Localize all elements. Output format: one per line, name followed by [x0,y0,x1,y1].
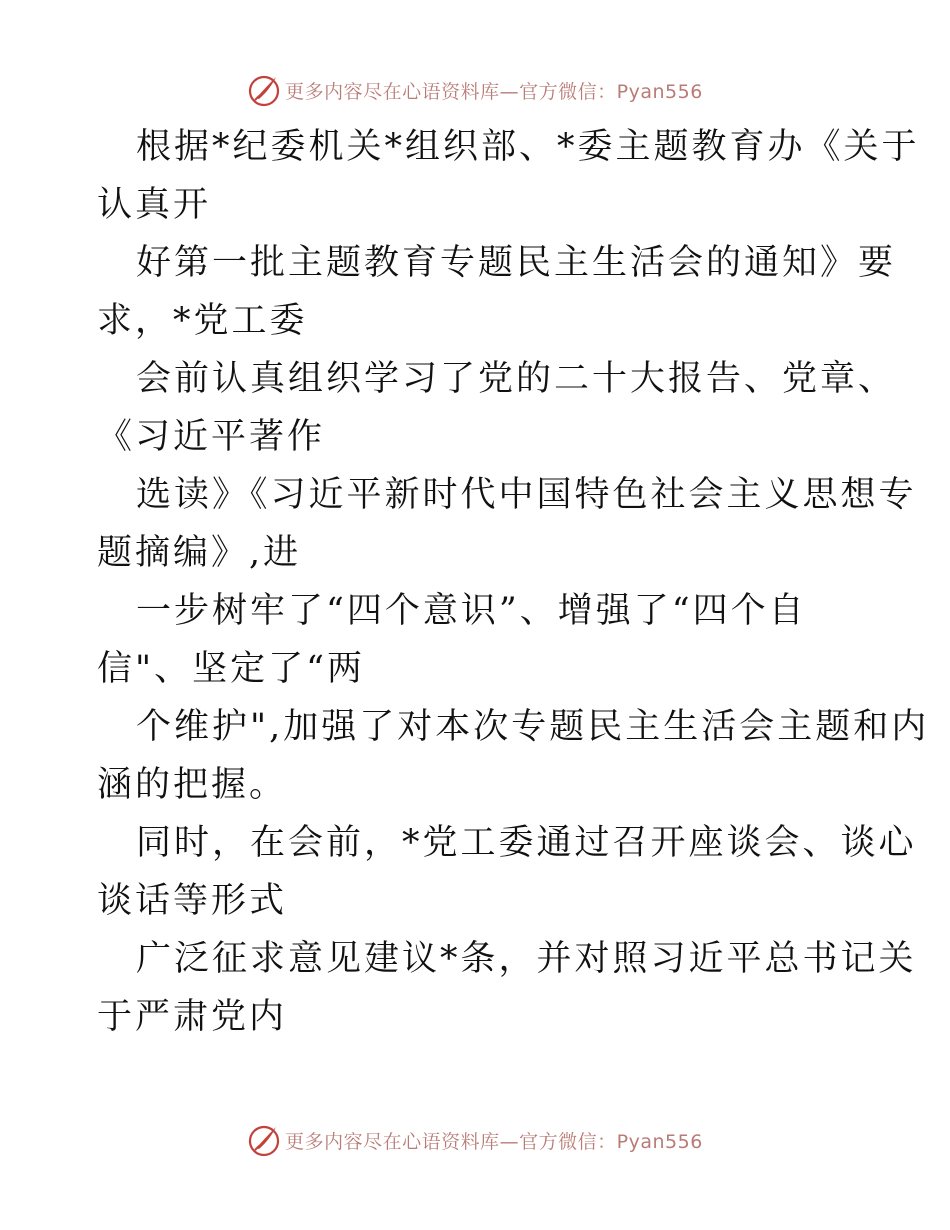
paragraph-2-line-1: 好第一批主题教育专题民主生活会的通知》要 [136,243,897,283]
paragraph-6-line-1: 个维护",加强了对本次专题民主生活会主题和内 [136,707,930,747]
paragraph-2-line-2: 求，*党工委 [97,301,308,341]
paragraph-7-line-1: 同时，在会前，*党工委通过召开座谈会、谈心 [136,823,917,863]
quill-pen-logo-icon [247,1123,281,1157]
paragraph-8-line-2: 于严肃党内 [97,997,288,1037]
paragraph-7-line-2: 谈话等形式 [97,881,288,921]
paragraph-4-line-1: 选读》《习近平新时代中国特色社会主义思想专 [136,475,917,515]
paragraph-3-line-1: 会前认真组织学习了党的二十大报告、党章、 [136,359,897,399]
document-body [0,118,950,1046]
footer-watermark [0,1120,950,1160]
paragraph-4-line-2: 题摘编》,进 [97,533,302,573]
quill-pen-logo-icon [247,73,281,107]
paragraph-5-line-1: 一步树牢了“四个意识”、增强了“四个自 [136,591,807,631]
paragraph-1-line-1: 根据*纪委机关*组织部、*委主题教育办《关于 [136,127,920,167]
paragraph-1-line-2: 认真开 [97,185,212,225]
paragraph-8-line-1: 广泛征求意见建议*条，并对照习近平总书记关 [136,939,917,979]
footer-watermark-text: 更多内容尽在心语资料库—官方微信：Pyan556 [285,1130,703,1153]
header-watermark [0,70,950,110]
header-watermark-text: 更多内容尽在心语资料库—官方微信：Pyan556 [285,80,703,103]
paragraph-6-line-2: 涵的把握。 [97,765,288,805]
paragraph-5-line-2: 信"、坚定了“两 [97,649,365,689]
paragraph-3-line-2: 《习近平著作 [97,417,326,457]
